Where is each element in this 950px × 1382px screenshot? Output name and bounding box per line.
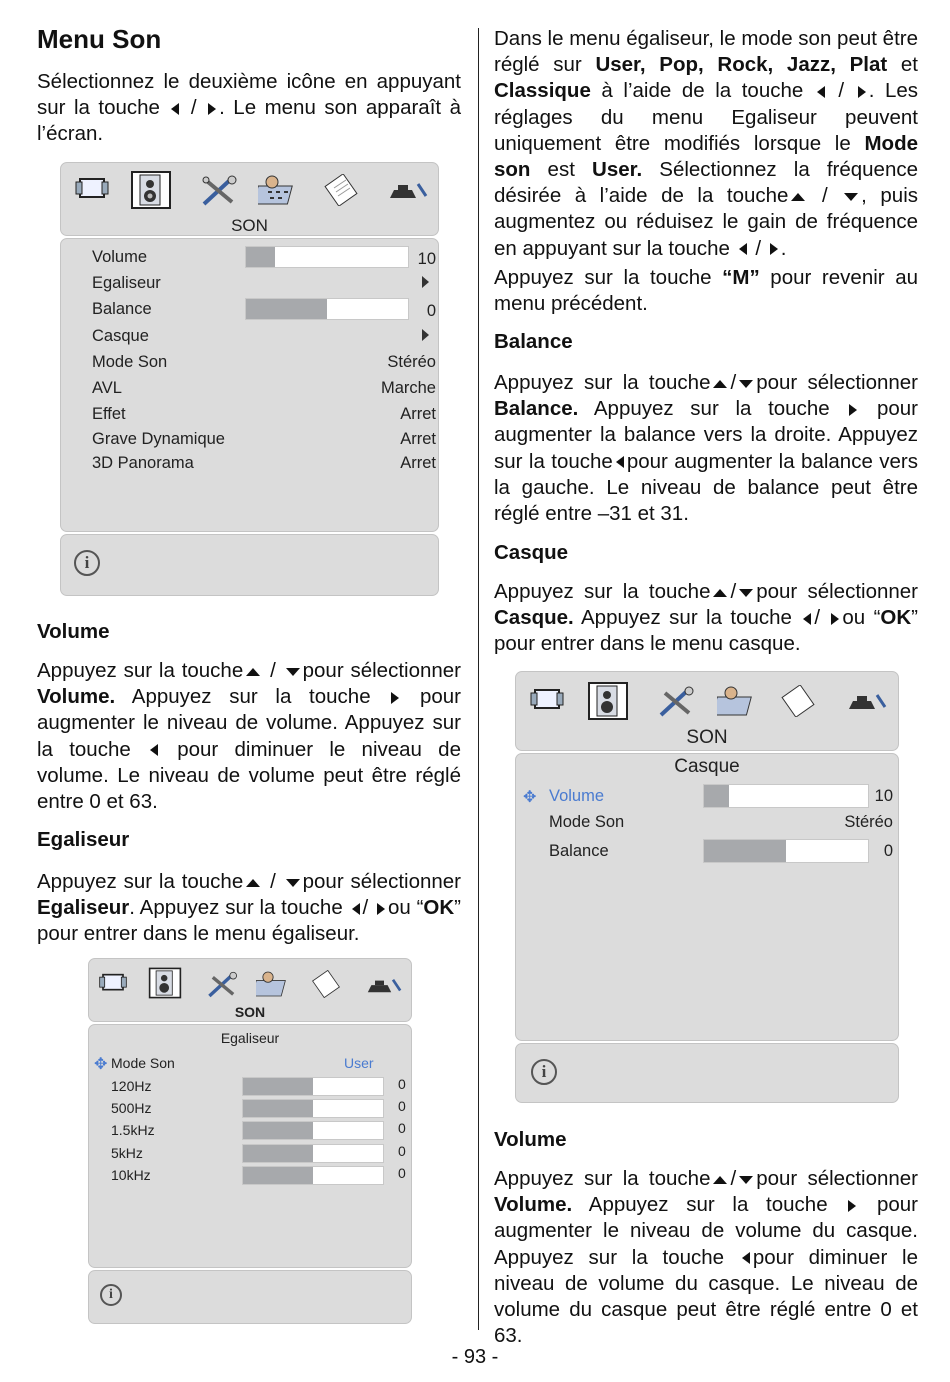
ship-icon bbox=[366, 976, 402, 996]
right-arrow-icon bbox=[831, 613, 839, 625]
ship-icon bbox=[388, 180, 428, 202]
menu-subtitle: Egaliseur bbox=[220, 1030, 280, 1046]
menu-item-label[interactable]: Balance bbox=[92, 300, 152, 318]
eq-band-label[interactable]: 5kHz bbox=[111, 1145, 143, 1161]
right-arrow-icon bbox=[377, 903, 385, 915]
egaliseur-mode-paragraph: Dans le menu égaliseur, le mode son peut être réglé sur User, Pop, Rock, Jazz, Plat et Classique à l’aide de la touche / . Les réglages du menu Egaliseur peuvent uniquement être modifiés lorsque le Mode son est User. Sélectionnez la fréquence désirée à l’aide de la touche / , puis augmentez ou réduisez le gain de fréquence en appuyant sur la touche / . bbox=[494, 27, 919, 260]
mode-son-label[interactable]: Mode Son bbox=[111, 1055, 175, 1071]
menu-item-label[interactable]: Volume bbox=[92, 248, 148, 266]
level-bar-fill bbox=[246, 247, 275, 267]
menu-egaliseur-screenshot bbox=[88, 958, 412, 1324]
volume-paragraph: Appuyez sur la touche / pour sélectionner Volume. Appuyez sur la touche pour augmenter le niveau de volume. Appuyez sur la touche pour diminuer le niveau de volume. Le niveau de volume peut être réglé entre 0 et 63. bbox=[37, 659, 462, 814]
menu-item-value: Stéréo bbox=[387, 353, 436, 371]
right-arrow-icon bbox=[208, 103, 216, 115]
cursor-icon: ✥ bbox=[523, 789, 537, 806]
casque-item-label[interactable]: Volume bbox=[549, 787, 605, 805]
eq-band-bar-fill bbox=[243, 1078, 313, 1095]
info-bar bbox=[515, 1043, 899, 1103]
document-icon bbox=[322, 174, 360, 206]
balance-heading: Balance bbox=[494, 330, 573, 353]
menu-item-label[interactable]: Mode Son bbox=[92, 353, 168, 371]
column-divider bbox=[478, 28, 479, 1330]
eq-band-value: 0 bbox=[398, 1076, 406, 1092]
up-arrow-icon bbox=[246, 879, 260, 887]
document-icon bbox=[779, 685, 817, 717]
menu-title: SON bbox=[686, 727, 728, 748]
menu-item-label[interactable]: Effet bbox=[92, 405, 126, 423]
left-arrow-icon bbox=[150, 744, 158, 756]
up-arrow-icon bbox=[713, 1176, 727, 1184]
keyboard-hand-icon bbox=[256, 968, 292, 1000]
menu-item-label[interactable]: Egaliseur bbox=[92, 274, 161, 292]
left-arrow-icon bbox=[352, 903, 360, 915]
menu-item-value: Arret bbox=[400, 454, 436, 472]
speaker-icon bbox=[587, 681, 629, 721]
tools-icon bbox=[206, 970, 240, 1000]
right-arrow-icon bbox=[848, 1200, 856, 1212]
menu-item-value: Marche bbox=[380, 379, 436, 397]
menu-item-value: Arret bbox=[400, 405, 436, 423]
picture-icon bbox=[529, 685, 565, 715]
cursor-icon: ✥ bbox=[94, 1056, 108, 1073]
document-icon bbox=[310, 970, 342, 998]
eq-band-label[interactable]: 500Hz bbox=[111, 1100, 152, 1116]
menu-item-value: 10 bbox=[417, 250, 436, 268]
volume-casque-heading: Volume bbox=[494, 1128, 567, 1151]
eq-band-bar[interactable] bbox=[242, 1121, 384, 1140]
left-arrow-icon bbox=[817, 86, 825, 98]
casque-item-value: 0 bbox=[883, 842, 893, 860]
menu-title: SON bbox=[231, 216, 268, 235]
right-arrow-icon bbox=[849, 404, 857, 416]
up-arrow-icon bbox=[791, 193, 805, 201]
eq-band-value: 0 bbox=[398, 1143, 406, 1159]
eq-band-bar-fill bbox=[243, 1145, 313, 1162]
page-number: - 93 - bbox=[451, 1346, 499, 1368]
left-arrow-icon bbox=[803, 613, 811, 625]
menu-item-value: Arret bbox=[400, 430, 436, 448]
keyboard-hand-icon bbox=[717, 683, 759, 719]
level-bar-fill bbox=[704, 785, 729, 807]
down-arrow-icon bbox=[739, 1176, 753, 1184]
left-arrow-icon bbox=[742, 1252, 750, 1264]
casque-paragraph: Appuyez sur la touche / pour sélectionner Casque. Appuyez sur la touche / ou “OK” pour entrer dans le menu casque. bbox=[494, 580, 918, 656]
info-bar bbox=[88, 1270, 412, 1324]
menu-subtitle: Casque bbox=[674, 756, 740, 777]
menu-item-label[interactable]: Casque bbox=[92, 327, 149, 345]
right-arrow-icon bbox=[858, 86, 866, 98]
picture-icon bbox=[98, 970, 128, 996]
page-title: Menu Son bbox=[37, 24, 162, 54]
info-icon: i bbox=[100, 1284, 122, 1306]
casque-item-label[interactable]: Mode Son bbox=[549, 813, 625, 831]
eq-band-value: 0 bbox=[398, 1120, 406, 1136]
menu-item-value: 0 bbox=[426, 302, 436, 320]
left-arrow-icon bbox=[171, 103, 179, 115]
menu-item-label[interactable]: Grave Dynamique bbox=[92, 430, 225, 448]
up-arrow-icon bbox=[246, 668, 260, 676]
intro-paragraph: Sélectionnez le deuxième icône en appuyant sur la touche / . Le menu son apparaît à l’écran. bbox=[37, 70, 461, 146]
egaliseur-heading: Egaliseur bbox=[37, 828, 130, 851]
eq-band-bar[interactable] bbox=[242, 1166, 384, 1185]
eq-band-bar[interactable] bbox=[242, 1144, 384, 1163]
mode-son-value: User bbox=[344, 1055, 374, 1071]
tools-icon bbox=[200, 174, 240, 208]
level-bar[interactable] bbox=[245, 298, 409, 320]
eq-band-label[interactable]: 120Hz bbox=[111, 1078, 152, 1094]
up-arrow-icon bbox=[713, 589, 727, 597]
tools-icon bbox=[657, 685, 697, 719]
info-icon: i bbox=[74, 550, 100, 576]
info-icon: i bbox=[531, 1059, 557, 1085]
speaker-icon bbox=[130, 170, 172, 210]
volume-heading: Volume bbox=[37, 620, 110, 643]
submenu-arrow-icon bbox=[422, 329, 429, 341]
back-paragraph: Appuyez sur la touche “M” pour revenir au menu précédent. bbox=[494, 266, 918, 316]
menu-item-label[interactable]: 3D Panorama bbox=[92, 454, 194, 472]
casque-item-label[interactable]: Balance bbox=[549, 842, 609, 860]
eq-band-label[interactable]: 10kHz bbox=[111, 1167, 151, 1183]
right-arrow-icon bbox=[770, 243, 778, 255]
level-bar[interactable] bbox=[703, 839, 869, 863]
menu-item-label[interactable]: AVL bbox=[92, 379, 122, 397]
eq-band-value: 0 bbox=[398, 1098, 406, 1114]
down-arrow-icon bbox=[739, 380, 753, 388]
level-bar-fill bbox=[246, 299, 327, 319]
eq-band-bar[interactable] bbox=[242, 1077, 384, 1096]
down-arrow-icon bbox=[844, 193, 858, 201]
egaliseur-paragraph: Appuyez sur la touche / pour sélectionner Egaliseur. Appuyez sur la touche / ou “OK” pour entrer dans le menu égaliseur. bbox=[37, 870, 462, 946]
casque-heading: Casque bbox=[494, 541, 569, 564]
down-arrow-icon bbox=[286, 668, 300, 676]
down-arrow-icon bbox=[286, 879, 300, 887]
menu-son-screenshot bbox=[60, 162, 439, 596]
info-bar bbox=[60, 534, 439, 596]
keyboard-hand-icon bbox=[258, 172, 300, 208]
left-arrow-icon bbox=[739, 243, 747, 255]
casque-item-value: Stéréo bbox=[844, 813, 893, 831]
eq-band-label[interactable]: 1.5kHz bbox=[111, 1122, 155, 1138]
level-bar-fill bbox=[704, 840, 786, 862]
left-arrow-icon bbox=[616, 456, 624, 468]
eq-band-bar-fill bbox=[243, 1100, 313, 1117]
eq-band-bar[interactable] bbox=[242, 1099, 384, 1118]
down-arrow-icon bbox=[739, 589, 753, 597]
balance-paragraph: Appuyez sur la touche / pour sélectionner Balance. Appuyez sur la touche pour augmenter la balance vers la droite. Appuyez sur la touche pour augmenter la balance vers la gauche. Le niveau de balance peut être réglé entre –31 et 31. bbox=[494, 371, 918, 526]
speaker-icon bbox=[148, 966, 182, 1000]
right-arrow-icon bbox=[391, 692, 399, 704]
submenu-arrow-icon bbox=[422, 276, 429, 288]
menu-title: SON bbox=[234, 1004, 266, 1020]
picture-icon bbox=[74, 174, 110, 204]
ship-icon bbox=[847, 691, 887, 713]
volume-casque-paragraph: Appuyez sur la touche / pour sélectionner Volume. Appuyez sur la touche pour augmenter le niveau de volume du casque. Appuyez sur la touche pour diminuer le niveau de volume du casque. Le niveau de volume du casque peut être réglé entre 0 et 63. bbox=[494, 1167, 919, 1348]
casque-item-value: 10 bbox=[874, 787, 893, 805]
level-bar[interactable] bbox=[245, 246, 409, 268]
menu-casque-screenshot bbox=[515, 671, 899, 1103]
eq-band-value: 0 bbox=[398, 1165, 406, 1181]
eq-band-bar-fill bbox=[243, 1122, 313, 1139]
up-arrow-icon bbox=[713, 380, 727, 388]
eq-band-bar-fill bbox=[243, 1167, 313, 1184]
level-bar[interactable] bbox=[703, 784, 869, 808]
